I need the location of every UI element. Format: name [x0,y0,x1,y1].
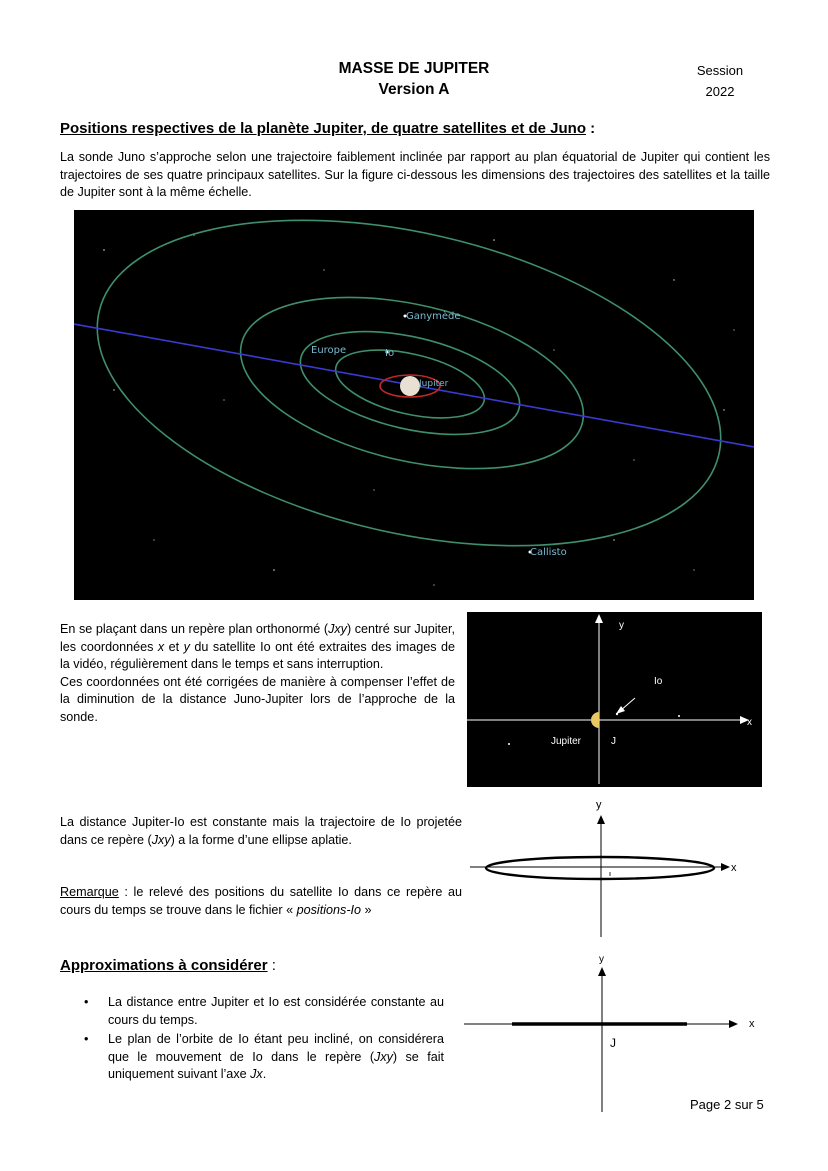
io-point [616,713,618,715]
label-europe: Europe [311,345,347,356]
stars [103,234,734,585]
remark-paragraph [60,884,462,919]
text-part-em: y [183,639,190,654]
text-part: ) centré sur Jupiter, les coordonnées [60,622,455,654]
remark-label: Remarque [60,885,119,899]
label-io: Io [385,348,395,359]
remark-file: positions-Io [296,902,362,917]
remark-text: : le relevé des positions du satellite Io dans ce repère au cours du temps se trouve dans le fichier « [60,885,462,917]
remark-end: » [361,902,372,917]
axis-x-label: x [749,1018,755,1030]
list-item [60,994,444,1029]
line-figure [462,950,772,1115]
session-year: 2022 [705,84,735,99]
jupiter-planet [400,376,420,396]
label-callisto: Callisto [530,547,567,558]
session-label: Session [696,63,744,78]
text-part: ) a la forme d’une ellipse aplatie. [170,832,352,847]
heading-text: Positions respectives de la planète Jupiter, de quatre satellites et de Juno [60,120,587,137]
page-title: MASSE DE JUPITER [338,60,490,77]
text-part-em: Jxy [151,832,171,847]
heading-suffix: : [586,120,596,137]
x-arrow [721,863,730,871]
y-arrow [597,815,605,824]
jupiter-system-image [74,210,754,600]
page-number: Page 2 sur 5 [690,1097,764,1112]
list-item-text: . [262,1067,267,1081]
list-item-text: ) se fait uniquement suivant l’axe [108,1049,444,1081]
section-heading-approx [60,957,276,974]
orbits-diagram [74,210,754,600]
section-heading-positions [60,120,595,137]
jupiter-half [591,712,599,728]
io-projected-ellipse [486,857,714,879]
frame-paragraph [60,621,455,726]
intro-paragraph: La sonde Juno s’approche selon une trajectoire faiblement inclinée par rapport au plan équatorial de Jupiter qui contient les trajectoires de ses quatre principaux satellites. Sur la figure ci-dessous les dimensions des trajectoires des satellites et la taille de Jupiter sont à la même échelle. [60,150,770,199]
text-part: et [164,639,184,654]
axis-x-label: x [731,862,737,874]
origin-label: J [610,1036,616,1050]
list-item-text: La distance entre Jupiter et Io est considérée constante au cours du temps. [108,995,444,1027]
y-arrow [598,967,606,976]
text-part: du satellite Io ont été extraites des images de la vidéo, régulièrement dans le temps et sans interruption. [60,639,455,671]
axis-x-label: x [747,717,752,728]
list-item-em: Jx [250,1067,263,1081]
ellipse-paragraph [60,814,462,849]
io-frame-image [467,612,762,787]
jupiter-label: Jupiter [551,736,582,747]
list-item-em: Jxy [374,1049,393,1064]
heading-suffix: : [267,957,276,974]
origin-label: J [611,736,616,747]
label-ganymede: Ganymède [406,311,461,322]
callisto-orbit [74,210,753,600]
heading-text: Approximations à considérer [60,957,268,974]
approx-list [60,994,444,1086]
list-item [60,1031,444,1084]
text-part: La distance Jupiter-Io est constante mais la trajectoire de Io projetée dans ce repère ( [60,815,462,847]
page-subtitle: Version A [378,81,450,98]
io-label: Io [654,676,663,687]
bullet: • [84,995,89,1009]
list-item-text: Le plan de l’orbite de Io étant peu incliné, on considérera que le mouvement de Io dans le repère ( [108,1032,444,1064]
axis-y-label: y [619,620,624,631]
text-part: En se plaçant dans un repère plan orthonormé ( [60,622,329,636]
text-part-em: x [157,639,165,654]
frame-paragraph-2: Ces coordonnées ont été corrigées de manière à compenser l’effet de la diminution de la distance Juno-Jupiter lors de l’approche de la sonde. [60,674,455,724]
text-part-em: Jxy [328,622,347,636]
axis-y-label: y [596,799,602,811]
x-arrow [729,1020,738,1028]
label-jupiter: Jupiter [419,379,449,389]
axis-y-label: y [599,954,604,965]
ellipse-figure [470,795,770,940]
bullet: • [84,1032,89,1046]
y-arrow [595,614,603,623]
frame-axes [467,612,762,787]
